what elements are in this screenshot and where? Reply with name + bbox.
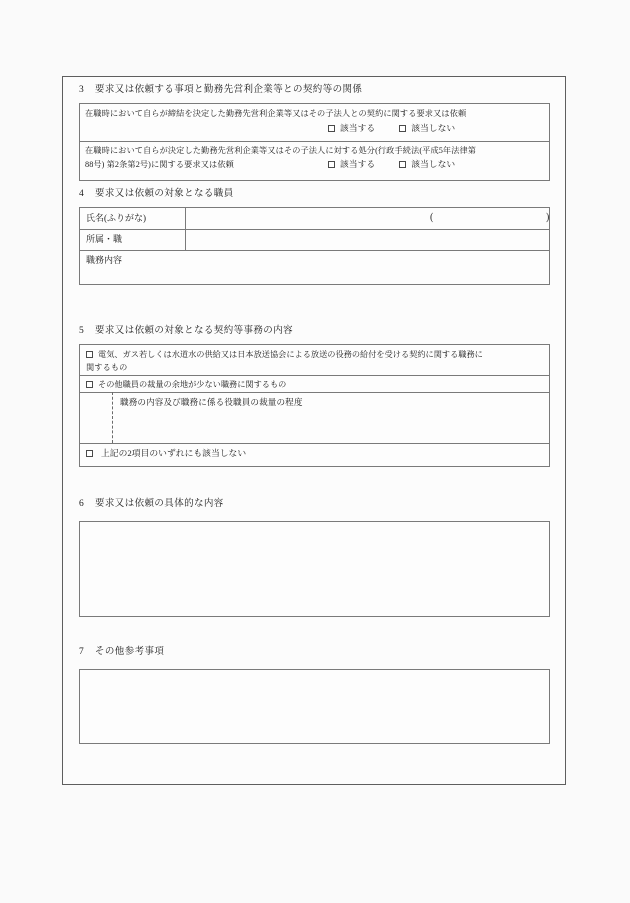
checkbox-s5-item-1[interactable] <box>86 381 93 388</box>
section-4-divider-1 <box>80 229 549 230</box>
section-5-number: 5 <box>79 326 85 336</box>
section-6-box[interactable] <box>79 521 550 617</box>
checkbox-s5-item-2-label: 上記の2項目のいずれにも該当しない <box>101 448 247 458</box>
section-3-heading <box>79 83 362 97</box>
section-3-row-divider <box>80 141 549 142</box>
section-5-subbox-dotted-rule <box>112 392 113 443</box>
checkbox-s3-row2-applicable[interactable] <box>328 161 335 168</box>
checkbox-s3-row1-not-applicable[interactable] <box>399 125 406 132</box>
checkbox-s3-row1-not-applicable-label: 該当しない <box>411 123 456 133</box>
section-6-title: 要求又は依頼の具体的な内容 <box>95 499 224 509</box>
section-7-number: 7 <box>79 647 85 657</box>
section-3-row2-line1: 在職時において自らが決定した勤務先営利企業等又はその子法人に対する処分(行政手続法(平成5年法律第 <box>85 146 477 155</box>
checkbox-s3-row1-applicable-label: 該当する <box>340 123 376 133</box>
section-6-heading <box>79 497 224 511</box>
section-5-divider-2 <box>80 392 549 393</box>
checkbox-s5-item-2[interactable] <box>86 450 93 457</box>
section-6-number: 6 <box>79 499 85 509</box>
section-7-heading <box>79 645 164 659</box>
section-3-title: 要求又は依頼する事項と勤務先営利企業等との契約等の関係 <box>95 85 363 95</box>
checkbox-s5-item-1-label: その他職員の裁量の余地が少ない職務に関するもの <box>98 380 287 389</box>
section-3-row1-text: 在職時において自らが締結を決定した勤務先営利企業等又はその子法人との契約に関する要求又は依頼 <box>85 109 467 118</box>
document-frame <box>62 76 566 785</box>
section-5-item-2 <box>86 447 246 460</box>
section-4-number: 4 <box>79 189 85 199</box>
section-5-item-0 <box>86 348 483 361</box>
section-4-title: 要求又は依頼の対象となる職員 <box>95 189 234 199</box>
section-3-box <box>79 103 550 181</box>
checkbox-s5-item-0-label: 電気、ガス若しくは水道水の供給又は日本放送協会による放送の役務の給付を受ける契約に関する職務に <box>98 350 483 359</box>
section-4-table <box>79 207 550 285</box>
section-4-divider-2 <box>80 250 549 251</box>
checkbox-s3-row1-applicable[interactable] <box>328 125 335 132</box>
section-7-title: その他参考事項 <box>95 647 165 657</box>
section-3-row1-options <box>328 122 455 135</box>
section-4-name-paren-open: ( <box>430 212 434 223</box>
checkbox-s3-row2-applicable-label: 該当する <box>340 159 376 169</box>
section-5-subbox-value[interactable] <box>120 411 540 441</box>
section-5-divider-3 <box>80 443 549 444</box>
section-3-number: 3 <box>79 85 85 95</box>
section-4-row-2-label: 職務内容 <box>86 255 123 265</box>
checkbox-s3-row2-not-applicable[interactable] <box>399 161 406 168</box>
section-5-divider-1 <box>80 375 549 376</box>
section-5-box <box>79 344 550 467</box>
section-5-heading <box>79 324 293 338</box>
section-4-row-1-label: 所属・職 <box>86 234 123 244</box>
checkbox-s3-row2-not-applicable-label: 該当しない <box>411 159 456 169</box>
section-4-heading <box>79 187 234 201</box>
section-5-subbox-label: 職務の内容及び職務に係る役職員の裁量の程度 <box>120 397 303 407</box>
section-5-title: 要求又は依頼の対象となる契約等事務の内容 <box>95 326 294 336</box>
section-3-row2-line2: 88号) 第2条第2号)に関する要求又は依頼 <box>85 160 234 169</box>
checkbox-s5-item-0[interactable] <box>86 351 93 358</box>
section-5-item-0-line2: 関するもの <box>86 363 128 372</box>
section-5-item-1 <box>86 378 286 391</box>
section-4-name-paren-close: ) <box>546 212 550 223</box>
section-7-box[interactable] <box>79 669 550 744</box>
section-3-row2-options <box>328 158 455 171</box>
section-4-row-0-label: 氏名(ふりがな) <box>86 213 146 223</box>
